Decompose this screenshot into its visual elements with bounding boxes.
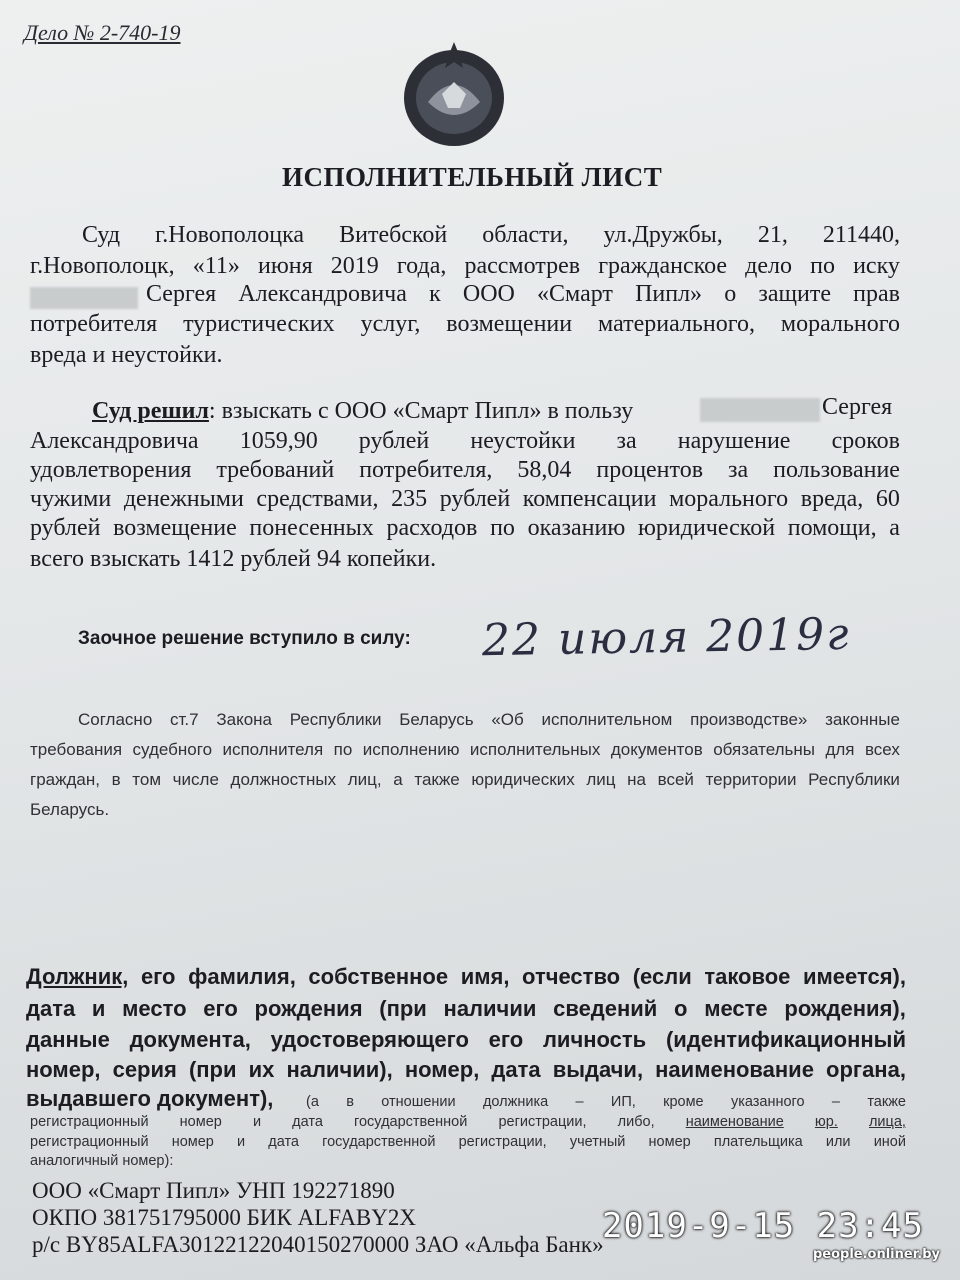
case-number: Дело № 2-740-19 [24,20,181,45]
redacted-surname-block-2 [700,398,818,422]
paragraph2-line1: Суд решил: взыскать с ООО «Смарт Пипл» в пользу [92,398,634,424]
paragraph2-line2: Александровича 1059,90 рублей неустойки за нарушение сроков [30,428,900,454]
company-line3: р/с BY85ALFA30122122040150270000 ЗАО «Альфа Банк» [32,1232,604,1257]
decision-label: Заочное решение вступило в силу: [78,628,411,649]
debtor-line7: регистрационный номер и дата государственной регистрации, учетный номер плательщика или иной [30,1134,906,1150]
source-watermark: people.onliner.by [812,1247,940,1262]
belarus-emblem-icon [398,38,510,150]
debtor-line4: номер, серия (при их наличии), номер, дата выдачи, наименование органа, [26,1057,906,1082]
paragraph1-line3: Сергея Александровича к ООО «Смарт Пипл» о защите прав [146,281,900,307]
court-decided-label: Суд решил [92,398,209,424]
paragraph2-line3: удовлетворения требований потребителя, 58,04 процентов за пользование [30,457,900,483]
law-line4: Беларусь. [30,800,110,819]
debtor-line3: данные документа, удостоверяющего его личность (идентификационный [26,1027,906,1052]
paragraph1-line1: Суд г.Новополоцка Витебской области, ул.Дружбы, 21, 211440, [82,222,900,248]
paragraph1-line5: вреда и неустойки. [30,342,223,368]
debtor-line1: Должник, его фамилия, собственное имя, отчество (если таковое имеется), [26,964,906,989]
debtor-line6: регистрационный номер и дата государственной регистрации, либо, наименование юр. лица, [30,1114,906,1130]
decision-date-handwritten: 22 июля 2019г [481,608,851,667]
paragraph2-line1-name: Сергея [822,394,893,420]
paragraph2-line6: всего взыскать 1412 рублей 94 копейки. [30,546,437,572]
document-title: ИСПОЛНИТЕЛЬНЫЙ ЛИСТ [282,162,663,192]
company-line1: ООО «Смарт Пипл» УНП 192271890 [32,1178,395,1203]
paragraph1-line4: потребителя туристических услуг, возмещении материального, морального [30,311,900,337]
debtor-line8: аналогичный номер): [30,1153,174,1169]
photo-timestamp: 2019-9-15 23:45 [601,1206,924,1246]
redacted-surname-block [30,284,138,306]
company-line2: ОКПО 381751795000 БИК ALFABY2X [32,1205,416,1230]
debtor-line2: дата и место его рождения (при наличии сведений о месте рождения), [26,996,906,1021]
debtor-line5-small: (а в отношении должника – ИП, кроме указанного – также [306,1094,906,1110]
law-line3: граждан, в том числе должностных лиц, а также юридических лиц на всей территории Республики [30,770,900,789]
law-line2: требования судебного исполнителя по исполнению исполнительных документов обязательны для всех [30,740,900,759]
paragraph2-line4: чужими денежными средствами, 235 рублей компенсации морального вреда, 60 [30,486,900,512]
debtor-line5-bold: выдавшего документ), [26,1086,274,1111]
law-line1: Согласно ст.7 Закона Республики Беларусь «Об исполнительном производстве» законные [78,710,900,729]
paragraph1-line2: г.Новополоцк, «11» июня 2019 года, рассмотрев гражданское дело по иску [30,253,900,279]
paragraph2-line5: рублей возмещение понесенных расходов по оказанию юридической помощи, а [30,515,900,541]
